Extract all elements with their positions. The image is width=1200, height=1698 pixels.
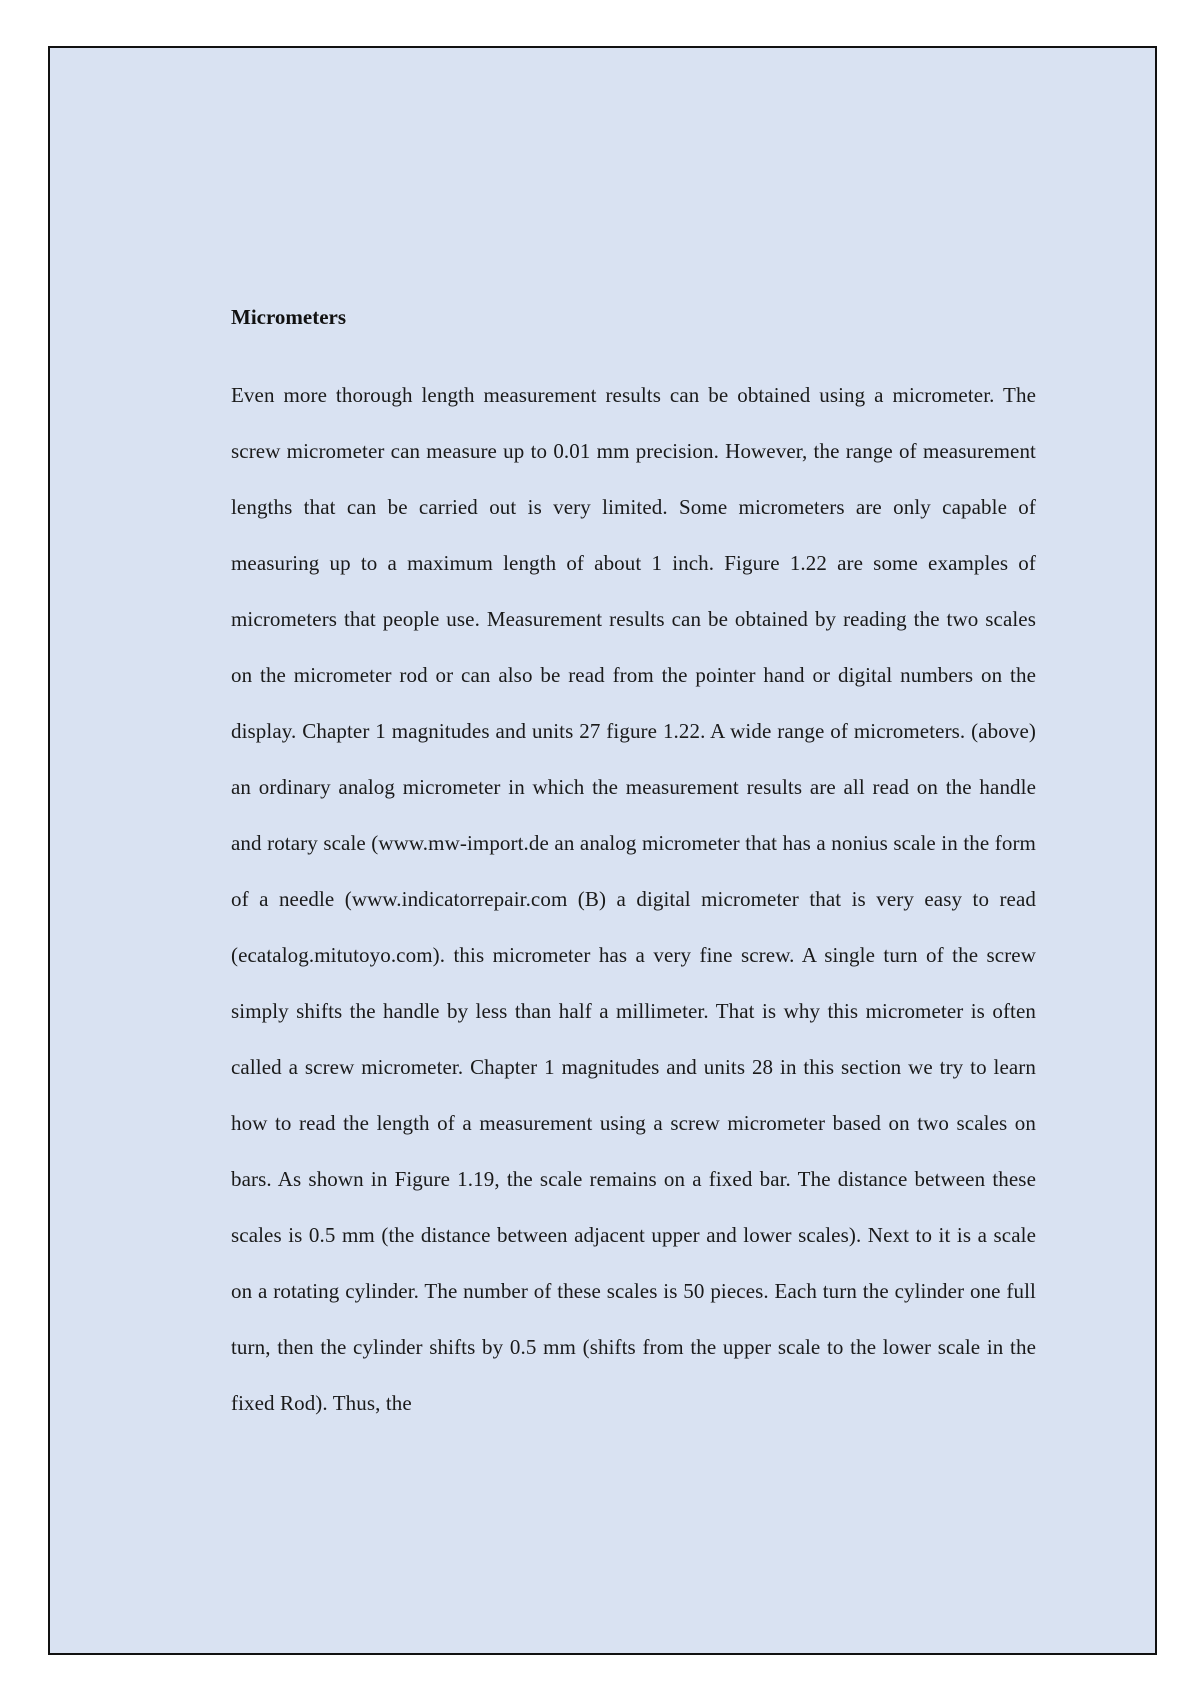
document-content <box>231 303 1036 1431</box>
section-heading: Micrometers <box>231 305 347 329</box>
body-paragraph: Even more thorough length measurement results can be obtained using a micrometer. The screw micrometer can measure up to 0.01 mm precision. However, the range of measurement lengths that can be carried out is very limited. Some micrometers are only capable of measuring up to a maximum length of about 1 inch. Figure 1.22 are some examples of micrometers that people use. Measurement results can be obtained by reading the two scales on the micrometer rod or can also be read from the pointer hand or digital numbers on the display. Chapter 1 magnitudes and units 27 figure 1.22. A wide range of micrometers. (above) an ordinary analog micrometer in which the measurement results are all read on the handle and rotary scale (www.mw-import.de an analog micrometer that has a nonius scale in the form of a needle (www.indicatorrepair.com (B) a digital micrometer that is very easy to read (ecatalog.mitutoyo.com). this micrometer has a very fine screw. A single turn of the screw simply shifts the handle by less than half a millimeter. That is why this micrometer is often called a screw micrometer. Chapter 1 magnitudes and units 28 in this section we try to learn how to read the length of a measurement using a screw micrometer based on two scales on bars. As shown in Figure 1.19, the scale remains on a fixed bar. The distance between these scales is 0.5 mm (the distance between adjacent upper and lower scales). Next to it is a scale on a rotating cylinder. The number of these scales is 50 pieces. Each turn the cylinder one full turn, then the cylinder shifts by 0.5 mm (shifts from the upper scale to the lower scale in the fixed Rod). Thus, the <box>231 383 1036 1415</box>
page-frame <box>48 46 1157 1655</box>
